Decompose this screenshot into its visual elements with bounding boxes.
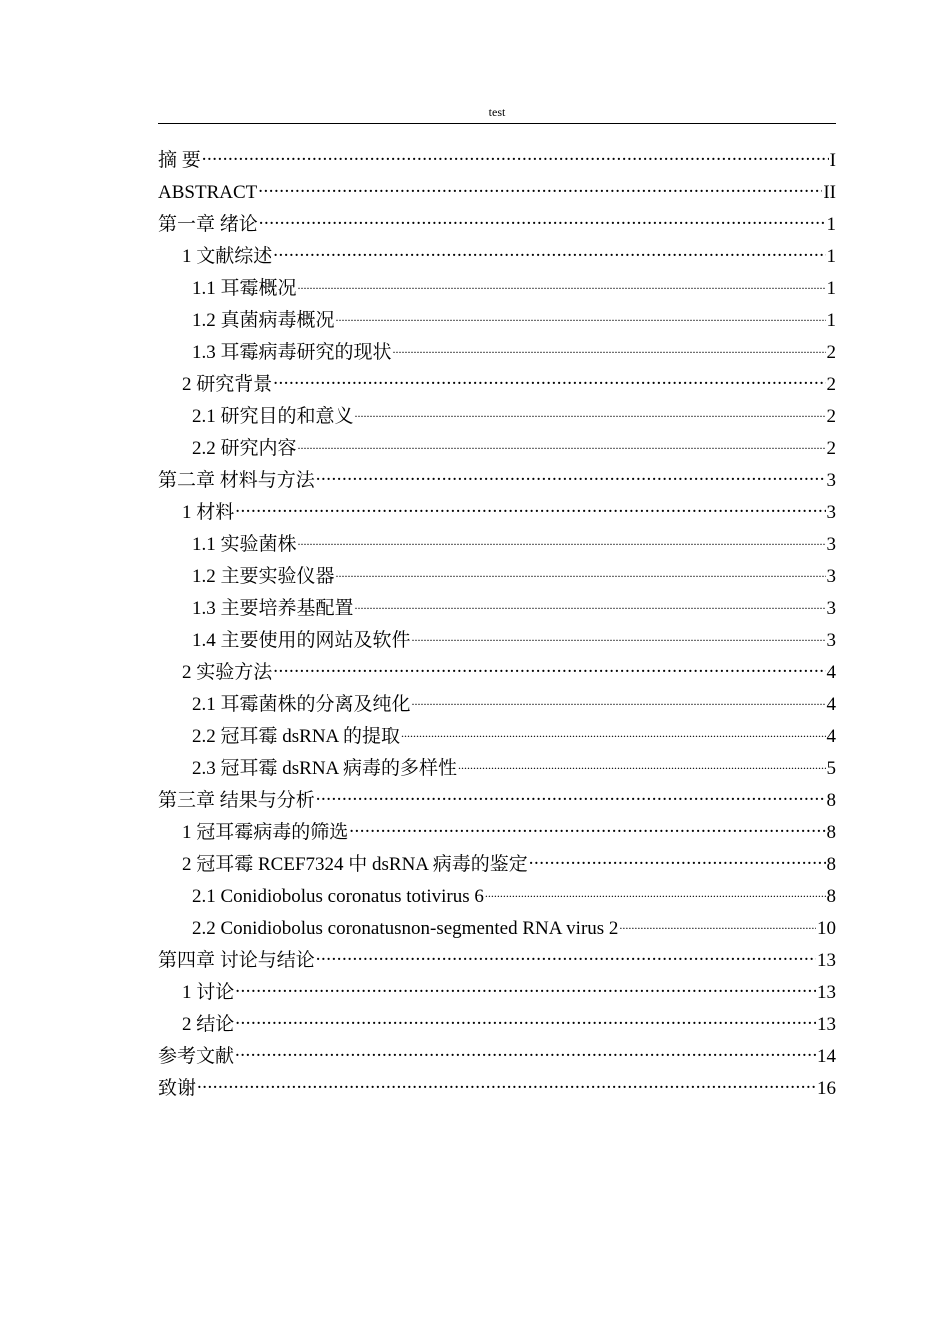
toc-dot-leader	[401, 723, 826, 742]
toc-dot-leader	[619, 915, 816, 934]
toc-entry-title: 1.1 耳霉概况	[192, 278, 297, 299]
toc-entry-title: 2.3 冠耳霉 dsRNA 病毒的多样性	[192, 758, 457, 779]
toc-entry-title: 2.2 冠耳霉 dsRNA 的提取	[192, 726, 400, 747]
toc-dot-leader	[298, 275, 826, 294]
toc-dot-leader	[273, 659, 825, 678]
toc-entry-12[interactable]	[158, 498, 836, 530]
toc-dot-leader	[316, 947, 816, 966]
toc-entry-title: 2.2 Conidiobolus coronatusnon-segmented RNA virus 2	[192, 918, 619, 939]
toc-entry-page-number: 5	[826, 758, 836, 779]
toc-dot-leader	[235, 979, 816, 998]
toc-entry-title: 1 讨论	[182, 982, 235, 1003]
toc-entry-15[interactable]	[158, 594, 836, 626]
toc-entry-19[interactable]	[158, 722, 836, 754]
toc-entry-9[interactable]	[158, 402, 836, 434]
toc-entry-page-number: 14	[817, 1046, 836, 1067]
toc-entry-page-number: II	[823, 182, 836, 203]
toc-entry-title: 1.3 耳霉病毒研究的现状	[192, 342, 392, 363]
toc-entry-title: 2 实验方法	[182, 662, 273, 683]
toc-dot-leader	[258, 179, 822, 198]
toc-entry-title: 1.2 主要实验仪器	[192, 566, 335, 587]
toc-entry-13[interactable]	[158, 530, 836, 562]
toc-entry-title: 致谢	[158, 1078, 197, 1099]
toc-entry-24[interactable]	[158, 882, 836, 914]
toc-entry-6[interactable]	[158, 306, 836, 338]
toc-dot-leader	[202, 147, 829, 166]
toc-entry-page-number: 10	[817, 918, 836, 939]
toc-entry-page-number: 8	[826, 822, 836, 843]
toc-dot-leader	[316, 467, 826, 486]
toc-entry-title: 2.1 耳霉菌株的分离及纯化	[192, 694, 411, 715]
toc-entry-23[interactable]	[158, 850, 836, 882]
toc-entry-title: 2 研究背景	[182, 374, 273, 395]
toc-dot-leader	[235, 1011, 816, 1030]
toc-entry-26[interactable]	[158, 946, 836, 978]
toc-entry-8[interactable]	[158, 370, 836, 402]
toc-entry-title: 2.2 研究内容	[192, 438, 297, 459]
toc-entry-page-number: 4	[826, 662, 836, 683]
toc-entry-page-number: 13	[817, 950, 836, 971]
toc-entry-title: 第三章 结果与分析	[158, 790, 315, 811]
toc-dot-leader	[316, 787, 826, 806]
toc-entry-title: 摘 要	[158, 150, 201, 171]
toc-entry-21[interactable]	[158, 786, 836, 818]
toc-entry-title: 第四章 讨论与结论	[158, 950, 315, 971]
toc-entry-page-number: 1	[826, 214, 836, 235]
table-of-contents	[158, 146, 836, 1106]
toc-dot-leader	[458, 755, 826, 774]
toc-entry-page-number: 3	[826, 534, 836, 555]
toc-entry-page-number: 8	[826, 886, 836, 907]
toc-dot-leader	[197, 1075, 816, 1094]
toc-entry-title: 参考文献	[158, 1046, 235, 1067]
toc-entry-29[interactable]	[158, 1042, 836, 1074]
toc-entry-page-number: 2	[826, 406, 836, 427]
toc-dot-leader	[485, 883, 826, 902]
toc-dot-leader	[298, 435, 826, 454]
toc-dot-leader	[298, 531, 826, 550]
toc-entry-title: ABSTRACT	[158, 182, 258, 203]
toc-entry-4[interactable]	[158, 242, 836, 274]
toc-entry-14[interactable]	[158, 562, 836, 594]
toc-entry-title: 2.1 Conidiobolus coronatus totivirus 6	[192, 886, 484, 907]
toc-entry-27[interactable]	[158, 978, 836, 1010]
toc-entry-17[interactable]	[158, 658, 836, 690]
toc-entry-title: 1.2 真菌病毒概况	[192, 310, 335, 331]
toc-entry-page-number: I	[829, 150, 836, 171]
toc-entry-page-number: 3	[826, 566, 836, 587]
toc-entry-page-number: 3	[826, 470, 836, 491]
toc-entry-title: 第一章 绪论	[158, 214, 258, 235]
toc-entry-title: 2 冠耳霉 RCEF7324 中 dsRNA 病毒的鉴定	[182, 854, 528, 875]
toc-entry-page-number: 16	[817, 1078, 836, 1099]
toc-entry-page-number: 3	[826, 630, 836, 651]
toc-entry-3[interactable]	[158, 210, 836, 242]
toc-entry-title: 1.1 实验菌株	[192, 534, 297, 555]
toc-entry-page-number: 2	[826, 342, 836, 363]
toc-entry-page-number: 3	[826, 502, 836, 523]
toc-entry-title: 第二章 材料与方法	[158, 470, 315, 491]
toc-entry-5[interactable]	[158, 274, 836, 306]
toc-dot-leader	[235, 1043, 816, 1062]
toc-entry-11[interactable]	[158, 466, 836, 498]
toc-entry-title: 1 冠耳霉病毒的筛选	[182, 822, 349, 843]
toc-entry-2[interactable]	[158, 178, 836, 210]
toc-entry-page-number: 1	[826, 246, 836, 267]
toc-dot-leader	[412, 691, 826, 710]
toc-entry-7[interactable]	[158, 338, 836, 370]
toc-dot-leader	[355, 403, 826, 422]
toc-entry-28[interactable]	[158, 1010, 836, 1042]
page-header: test	[158, 104, 836, 124]
toc-dot-leader	[529, 851, 826, 870]
toc-entry-page-number: 4	[826, 694, 836, 715]
toc-dot-leader	[235, 499, 825, 518]
toc-entry-title: 2 结论	[182, 1014, 235, 1035]
toc-dot-leader	[412, 627, 826, 646]
toc-entry-page-number: 8	[826, 854, 836, 875]
toc-dot-leader	[355, 595, 826, 614]
toc-entry-title: 1.3 主要培养基配置	[192, 598, 354, 619]
toc-entry-title: 1 材料	[182, 502, 235, 523]
toc-entry-page-number: 13	[817, 982, 836, 1003]
toc-entry-title: 2.1 研究目的和意义	[192, 406, 354, 427]
toc-entry-18[interactable]	[158, 690, 836, 722]
toc-entry-1[interactable]	[158, 146, 836, 178]
toc-entry-page-number: 2	[826, 438, 836, 459]
toc-dot-leader	[259, 211, 826, 230]
toc-entry-page-number: 4	[826, 726, 836, 747]
toc-entry-30[interactable]	[158, 1074, 836, 1106]
toc-dot-leader	[349, 819, 825, 838]
toc-entry-22[interactable]	[158, 818, 836, 850]
toc-entry-16[interactable]	[158, 626, 836, 658]
toc-entry-page-number: 3	[826, 598, 836, 619]
toc-entry-title: 1 文献综述	[182, 246, 273, 267]
toc-entry-page-number: 1	[826, 278, 836, 299]
toc-entry-20[interactable]	[158, 754, 836, 786]
toc-entry-page-number: 2	[826, 374, 836, 395]
toc-entry-25[interactable]	[158, 914, 836, 946]
toc-entry-page-number: 13	[817, 1014, 836, 1035]
toc-entry-title: 1.4 主要使用的网站及软件	[192, 630, 411, 651]
toc-entry-10[interactable]	[158, 434, 836, 466]
toc-dot-leader	[273, 243, 825, 262]
toc-entry-page-number: 8	[826, 790, 836, 811]
toc-dot-leader	[336, 563, 826, 582]
toc-dot-leader	[273, 371, 825, 390]
toc-entry-page-number: 1	[826, 310, 836, 331]
toc-dot-leader	[393, 339, 826, 358]
toc-dot-leader	[336, 307, 826, 326]
